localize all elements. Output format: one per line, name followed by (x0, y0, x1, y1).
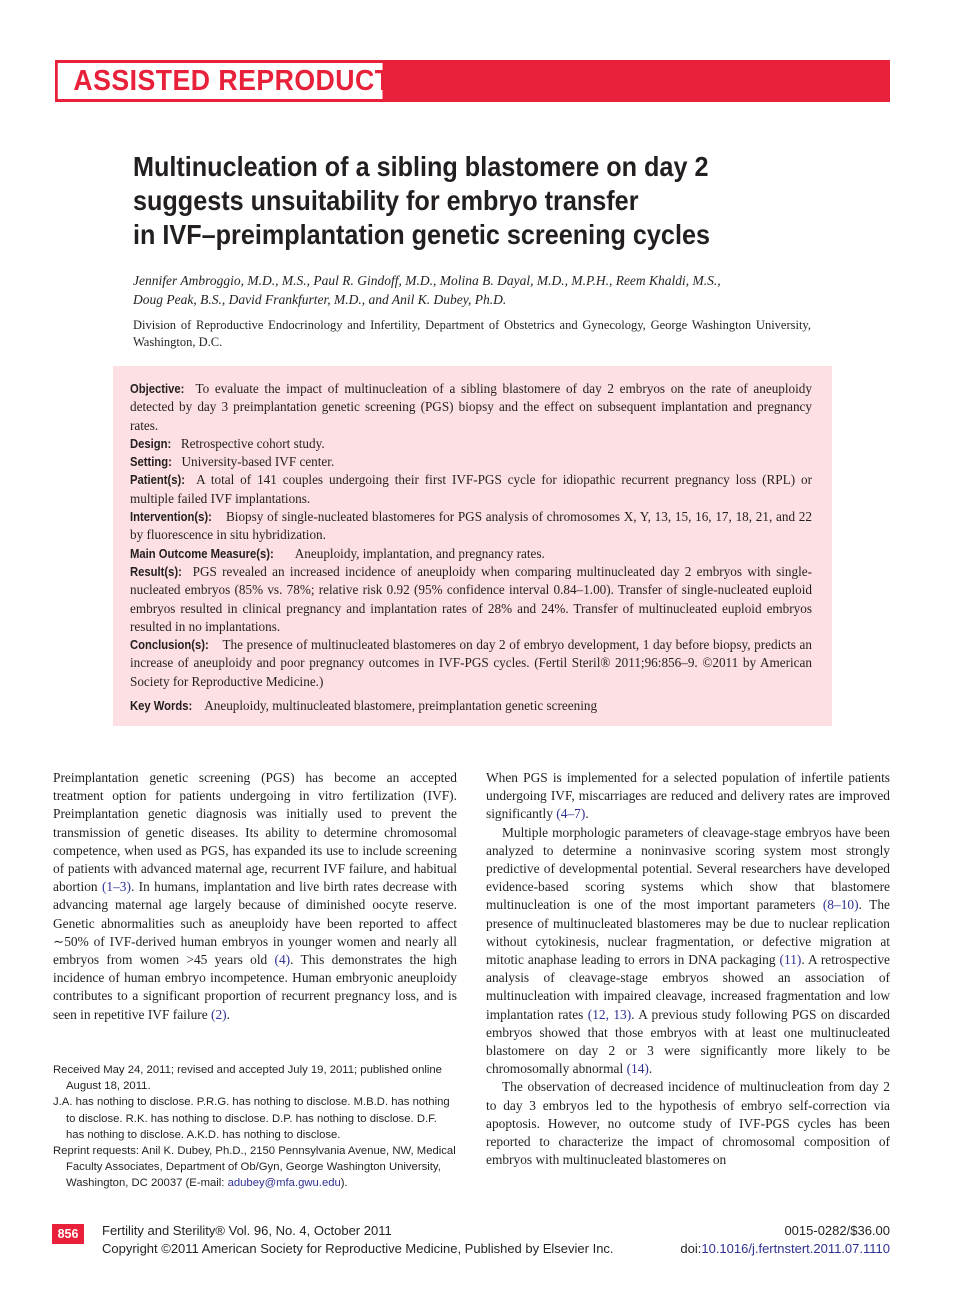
title-line: in IVF–preimplantation genetic screening cycles (133, 219, 710, 250)
abstract-text: Aneuploidy, implantation, and pregnancy rates. (294, 545, 545, 561)
body-text: . (585, 806, 589, 822)
abstract-intervention (130, 508, 812, 545)
email-link[interactable]: adubey@mfa.gwu.edu (227, 1177, 341, 1190)
body-text: . (648, 1061, 653, 1077)
abstract-label: Key Words: (130, 699, 193, 714)
citation-link[interactable]: (12, 13) (587, 1006, 632, 1022)
author-line: Jennifer Ambroggio, M.D., M.S., Paul R. Gindoff, M.D., Molina B. Dayal, M.D., M.P.H., Reem Khaldi, M.S., (133, 273, 721, 288)
body-column-right (486, 769, 890, 1169)
body-text: Multiple morphologic parameters of cleavage-stage embryos have been analyzed to determine a noninvasive scoring system most strongly predictive of developmental potential. Several researchers have developed evidence-based scoring systems which show that blastomere multinucleation is one of the most important parameters (486, 824, 890, 913)
abstract-label: Conclusion(s): (130, 638, 209, 653)
abstract-text: Aneuploidy, multinucleated blastomere, preimplantation genetic screening (204, 698, 598, 714)
journal-citation: Fertility and Sterility® Vol. 96, No. 4, October 2011 (102, 1223, 392, 1238)
abstract-label: Patient(s): (130, 473, 186, 488)
abstract-outcome (130, 545, 812, 563)
body-text: Preimplantation genetic screening (PGS) has become an accepted treatment option for patients undergoing in vitro fertilization (IVF). Preimplantation genetic diagnosis was initially used to prevent the transmission of genetic diseases. Its ability to determine chromosomal competence, when used as PGS, has expanded its use to include screening of patients with advanced maternal age, recurrent IVF failure, and habitual abortion (53, 770, 457, 895)
abstract-box (113, 366, 832, 726)
title-line: suggests unsuitability for embryo transfer (133, 185, 639, 216)
abstract-text: Retrospective cohort study. (180, 435, 325, 451)
article-title (133, 150, 833, 252)
body-column-left (53, 769, 457, 1024)
abstract-design (130, 435, 812, 453)
citation-link[interactable]: (8–10) (822, 897, 859, 913)
body-paragraph: The observation of decreased incidence of multinucleation from day 2 to day 3 embryos led to the hypothesis of embryo self-correction via apoptosis. However, no outcome study of IVF-PGS cycles has been reported to characterize the impact of chromosomal composition of embryos with multinucleated blastomeres on (486, 1079, 890, 1168)
body-paragraph (486, 769, 890, 824)
citation-link[interactable]: (11) (779, 952, 802, 968)
abstract-text: To evaluate the impact of multinucleation of a sibling blastomere of day 2 embryos on the rate of aneuploidy detected by day 3 preimplantation genetic screening (PGS) biopsy and the effect on subsequent implantation and pregnancy rates. (130, 381, 812, 433)
author-line: Doug Peak, B.S., David Frankfurter, M.D., and Anil K. Dubey, Ph.D. (133, 292, 507, 307)
body-paragraph (53, 769, 457, 1024)
abstract-setting (130, 453, 812, 471)
citation-link[interactable]: (1–3) (101, 879, 131, 895)
abstract-conclusions (130, 636, 812, 691)
abstract-label: Main Outcome Measure(s): (130, 546, 274, 561)
affiliation: Division of Reproductive Endocrinology and Infertility, Department of Obstetrics and Gynecology, George Washington University, Washington, D.C. (133, 318, 811, 349)
body-text: . The presence of multinucleated blastomeres may be due to nuclear replication without cytokinesis, nuclear fragmentation, or defective migration at mitotic anaphase leading to errors in DNA packaging (486, 897, 890, 968)
abstract-label: Setting: (130, 455, 172, 470)
citation-link[interactable]: (2) (211, 1006, 227, 1022)
section-banner (55, 60, 890, 102)
title-line: Multinucleation of a sibling blastomere on day 2 (133, 151, 709, 182)
doi-link[interactable]: 10.1016/j.fertnstert.2011.07.1110 (701, 1241, 890, 1256)
body-text: . A retrospective analysis of cleavage-stage embryos showed an association of multinucleation with impaired cleavage, increased fragmentation and low implantation rates (486, 952, 890, 1022)
citation-link[interactable]: (4–7) (556, 806, 586, 822)
abstract-label: Objective: (130, 382, 185, 396)
footnotes (53, 1062, 457, 1192)
body-text: When PGS is implemented for a selected population of infertile patients undergoing IVF, miscarriages are reduced and delivery rates are improved significantly (486, 770, 890, 822)
abstract-label: Design: (130, 436, 172, 451)
abstract-text: PGS revealed an increased incidence of aneuploidy when comparing multinucleated day 2 embryos with single-nucleated embryos (85% vs. 78%; relative risk 0.92 (95% confidence interval 0.84–1.00). Transfer of single-nucleated euploid embryos resulted in clinical pregnancy and implantation rates of 28% and 24%. Transfer of multinucleated euploid embryos resulted in no implantations. (130, 563, 812, 634)
citation-link[interactable]: (14) (626, 1061, 649, 1077)
abstract-text: A total of 141 couples undergoing their first IVF-PGS cycle for idiopathic recurrent pregnancy loss (RPL) or multiple failed IVF implantations. (130, 472, 812, 506)
body-text: . In humans, implantation and live birth rates decrease with advancing maternal age largely because of diminished oocyte reserve. Genetic abnormalities such as aneuploidy have been reported to affect ∼50% of IVF-derived human embryos in younger women and nearly all embryos from women >45 years old (53, 879, 457, 968)
copyright-line: Copyright ©2011 American Society for Reproductive Medicine, Published by Elsevier Inc. (102, 1241, 614, 1256)
abstract-text: The presence of multinucleated blastomeres on day 2 of embryo development, 1 day before biopsy, predicts an increase of aneuploidy and poor pregnancy outcomes in IVF-PGS cycles. (Fertil Steril® 2011;96:856–9. ©2011 by American Society for Reproductive Medicine.) (130, 637, 812, 689)
abstract-label: Intervention(s): (130, 510, 212, 525)
body-paragraph (486, 824, 890, 1079)
footnote-reprint (53, 1143, 457, 1192)
abstract-label: Result(s): (130, 564, 182, 579)
body-text: . A previous study following PGS on discarded embryos showed that those embryos with at least one multinucleated blastomere on day 2 or 3 were significantly more likely to be chromosomally abnormal (486, 1006, 890, 1077)
abstract-results (130, 563, 812, 636)
body-text: . (226, 1006, 231, 1022)
abstract-objective (130, 380, 812, 435)
doi-line (680, 1240, 890, 1258)
author-list (133, 271, 813, 309)
footnote-received: Received May 24, 2011; revised and accepted July 19, 2011; published online August 18, 2011. (53, 1064, 442, 1093)
abstract-text: University-based IVF center. (181, 454, 335, 470)
footnote-text: ). (340, 1177, 348, 1190)
section-banner-label: ASSISTED REPRODUCTION (55, 60, 383, 102)
body-text: . This demonstrates the high incidence of human embryo incompetence. Human embryonic aneuploidy contributes to a significant proportion of recurrent pregnancy loss, and is seen in repetitive IVF failure (53, 952, 457, 1022)
doi-label: doi: (680, 1241, 702, 1256)
footnote-disclosures: J.A. has nothing to disclose. P.R.G. has nothing to disclose. M.B.D. has nothing to disclose. R.K. has nothing to disclose. D.P. has nothing to disclose. D.F. has nothing to disclose. A.K.D. has nothing to disclose. (53, 1096, 450, 1141)
page-number-badge: 856 (52, 1224, 84, 1244)
citation-link[interactable]: (4) (274, 952, 291, 968)
abstract-patients (130, 471, 812, 508)
footnote-text: Reprint requests: Anil K. Dubey, Ph.D., 2150 Pennsylvania Avenue, NW, Medical Faculty Associates, Department of Ob/Gyn, George Washington University, Washington, DC 20037 (E-mail: (53, 1145, 456, 1190)
issn-price: 0015-0282/$36.00 (784, 1223, 890, 1238)
abstract-text: Biopsy of single-nucleated blastomeres for PGS analysis of chromosomes X, Y, 13, 15, 16, 17, 18, 21, and 22 by fluorescence in situ hybridization. (130, 509, 812, 543)
abstract-keywords (130, 697, 812, 715)
